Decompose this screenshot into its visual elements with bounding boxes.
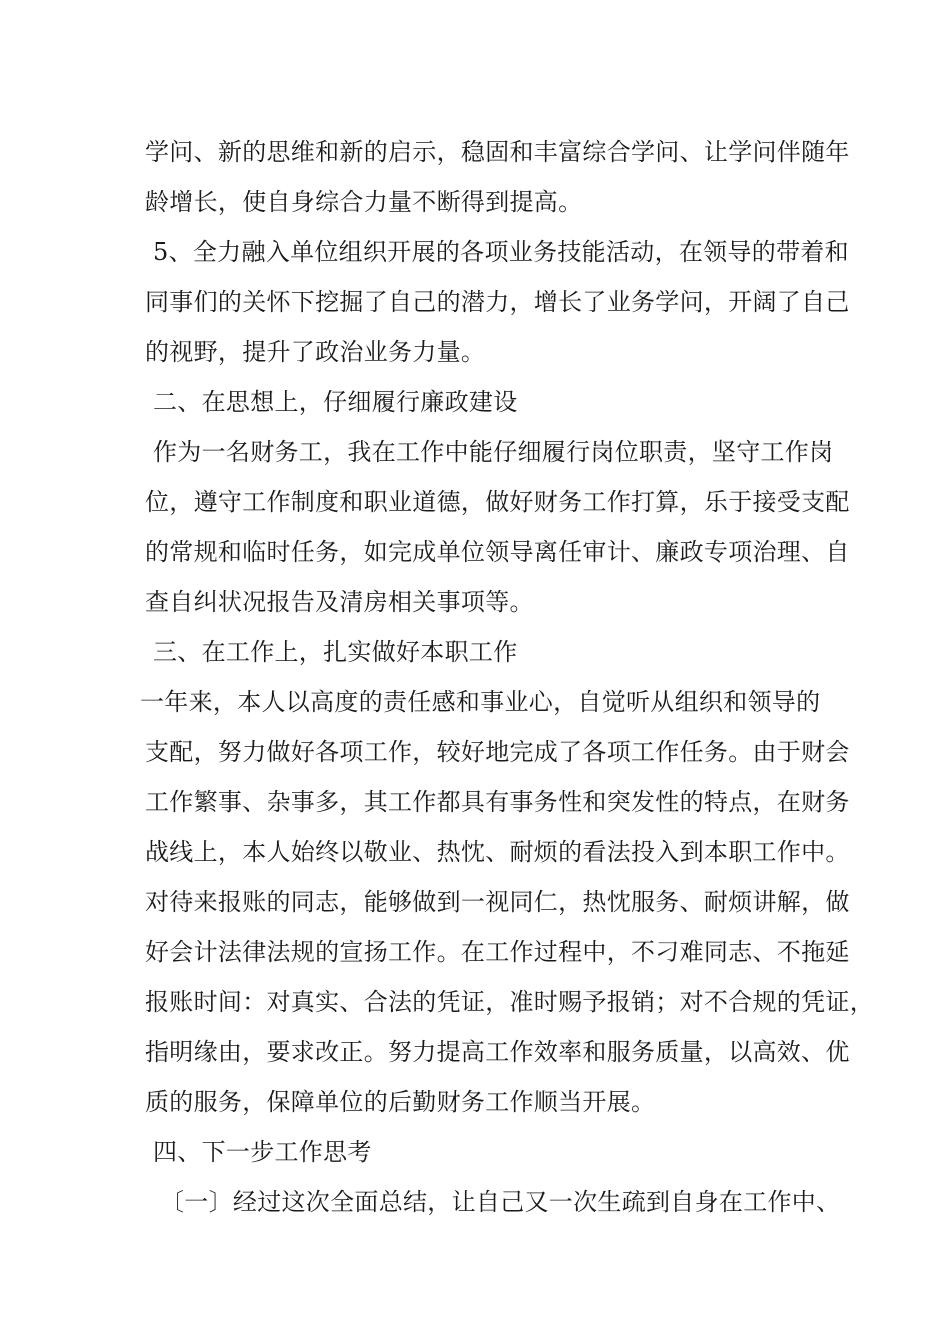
text-line: 同事们的关怀下挖掘了自己的潜力，增长了业务学问，开阔了自己 [145, 288, 850, 316]
text-line: 5、全力融入单位组织开展的各项业务技能活动，在领导的带着和 [153, 238, 849, 266]
text-line: 作为一名财务工，我在工作中能仔细履行岗位职责，坚守工作岗 [153, 438, 834, 466]
text-line: 龄增长，使自身综合力量不断得到提高。 [145, 188, 583, 216]
text-line: 位，遵守工作制度和职业道德，做好财务工作打算，乐于接受支配 [145, 488, 850, 516]
text-line: 好会计法律法规的宣扬工作。在工作过程中，不刁难同志、不拖延 [145, 938, 850, 966]
text-line: 〔一〕经过这次全面总结，让自己又一次生疏到自身在工作中、 [160, 1188, 841, 1216]
text-line: 的视野，提升了政治业务力量。 [145, 338, 486, 366]
section-heading: 二、在思想上，仔细履行廉政建设 [153, 388, 518, 416]
text-line: 质的服务，保障单位的后勤财务工作顺当开展。 [145, 1088, 656, 1116]
text-line: 支配，努力做好各项工作，较好地完成了各项工作任务。由于财会 [145, 738, 850, 766]
text-line: 一年来，本人以高度的责任感和事业心，自觉听从组织和领导的 [140, 688, 821, 716]
text-line: 指明缘由，要求改正。努力提高工作效率和服务质量，以高效、优 [145, 1038, 850, 1066]
text-line: 报账时间：对真实、合法的凭证，准时赐予报销；对不合规的凭证， [145, 988, 874, 1016]
text-line: 查自纠状况报告及清房相关事项等。 [145, 588, 534, 616]
section-heading: 三、在工作上，扎实做好本职工作 [153, 638, 518, 666]
section-heading: 四、下一步工作思考 [153, 1138, 372, 1166]
text-line: 学问、新的思维和新的启示，稳固和丰富综合学问、让学问伴随年 [145, 138, 850, 166]
text-line: 工作繁事、杂事多，其工作都具有事务性和突发性的特点，在财务 [145, 788, 850, 816]
text-line: 的常规和临时任务，如完成单位领导离任审计、廉政专项治理、自 [145, 538, 850, 566]
text-line: 对待来报账的同志，能够做到一视同仁，热忱服务、耐烦讲解，做 [145, 888, 850, 916]
text-line: 战线上，本人始终以敬业、热忱、耐烦的看法投入到本职工作中。 [145, 838, 850, 866]
